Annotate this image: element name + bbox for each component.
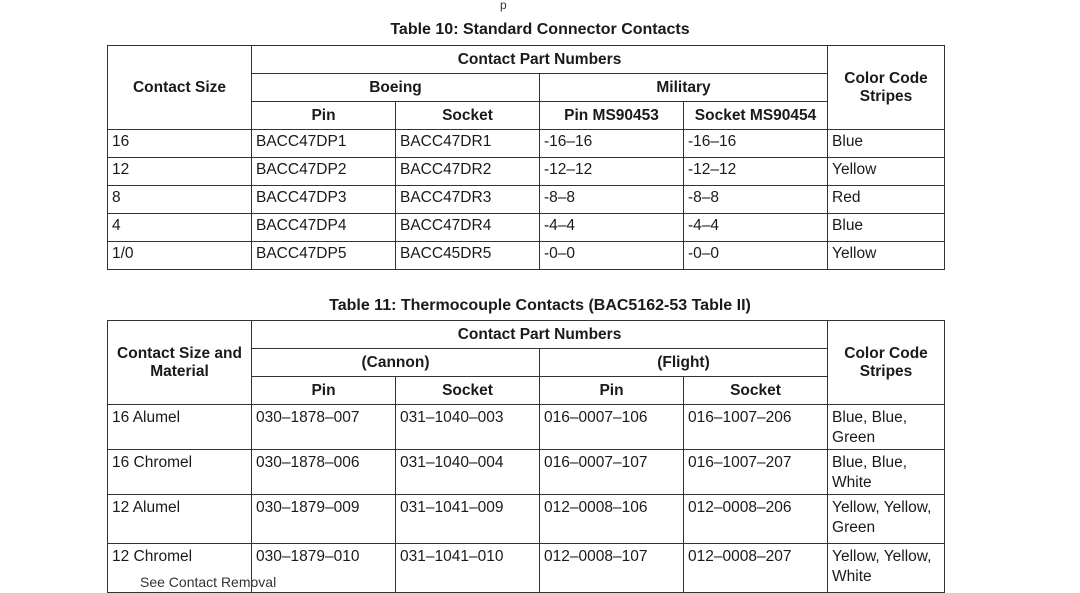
table-cell: -4–4 [540, 214, 684, 242]
table-cell: BACC47DP1 [252, 130, 396, 158]
table-cell: 012–0008–206 [684, 495, 828, 544]
table-cell: 016–1007–206 [684, 405, 828, 450]
table-cell: 12 Chromel [108, 544, 252, 593]
table-cell: Blue, Blue, White [828, 450, 945, 495]
table-cell: BACC47DR2 [396, 158, 540, 186]
table-row [108, 158, 945, 186]
table-cell: Blue, Blue, Green [828, 405, 945, 450]
table-cell: -0–0 [540, 242, 684, 270]
table-cell: 031–1041–009 [396, 495, 540, 544]
table-cell: 4 [108, 214, 252, 242]
header-boeing: Boeing [252, 74, 540, 102]
table-cell: 12 [108, 158, 252, 186]
table-cell: BACC45DR5 [396, 242, 540, 270]
table-cell: 016–0007–107 [540, 450, 684, 495]
table-cell: Yellow [828, 158, 945, 186]
table-cell: BACC47DP4 [252, 214, 396, 242]
table-cell: 1/0 [108, 242, 252, 270]
header-contact-size-and-material: Contact Size and Material [108, 321, 252, 405]
cropped-text-top: p [500, 0, 507, 12]
table-cell: 12 Alumel [108, 495, 252, 544]
table-cell: Yellow, Yellow, White [828, 544, 945, 593]
table-cell: BACC47DP5 [252, 242, 396, 270]
table-cell: 030–1878–006 [252, 450, 396, 495]
table-cell: 031–1040–003 [396, 405, 540, 450]
header-pin: Pin [540, 377, 684, 405]
table-10-caption: Table 10: Standard Connector Contacts [390, 21, 690, 38]
table-cell: Blue [828, 130, 945, 158]
table-cell: 016–0007–106 [540, 405, 684, 450]
header-cannon: (Cannon) [252, 349, 540, 377]
header-color-code-stripes: Color Code Stripes [828, 321, 945, 405]
table-cell: 031–1040–004 [396, 450, 540, 495]
table-cell: 030–1878–007 [252, 405, 396, 450]
header-socket: Socket [396, 377, 540, 405]
table-cell: 16 [108, 130, 252, 158]
table-cell: BACC47DR3 [396, 186, 540, 214]
table-cell: BACC47DP3 [252, 186, 396, 214]
header-contact-part-numbers: Contact Part Numbers [252, 46, 828, 74]
thermocouple-contacts-table [107, 320, 945, 593]
table-cell: 012–0008–107 [540, 544, 684, 593]
table-cell: 012–0008–207 [684, 544, 828, 593]
table-cell: -8–8 [540, 186, 684, 214]
header-contact-size: Contact Size [108, 46, 252, 130]
table-row [108, 214, 945, 242]
header-socket: Socket [684, 377, 828, 405]
header-military: Military [540, 74, 828, 102]
table-cell: 012–0008–106 [540, 495, 684, 544]
table-row [108, 242, 945, 270]
header-pin: Pin [252, 102, 396, 130]
table-cell: Yellow [828, 242, 945, 270]
table-row [108, 405, 945, 450]
header-pin: Pin [252, 377, 396, 405]
table-cell: 8 [108, 186, 252, 214]
table-cell: -4–4 [684, 214, 828, 242]
table-cell: -16–16 [684, 130, 828, 158]
table-row [108, 186, 945, 214]
table-cell: 030–1879–010 [252, 544, 396, 593]
header-color-code-stripes: Color Code Stripes [828, 46, 945, 130]
table-cell: 16 Alumel [108, 405, 252, 450]
header-contact-part-numbers: Contact Part Numbers [252, 321, 828, 349]
table-cell: Red [828, 186, 945, 214]
table-cell: BACC47DR1 [396, 130, 540, 158]
table-row [108, 130, 945, 158]
table-row [108, 450, 945, 495]
table-cell: 016–1007–207 [684, 450, 828, 495]
table-cell: -8–8 [684, 186, 828, 214]
table-row [108, 495, 945, 544]
cropped-text-bottom: See Contact Removal [140, 574, 277, 590]
table-cell: -12–12 [684, 158, 828, 186]
standard-connector-contacts-table [107, 45, 945, 270]
header-pin-ms90453: Pin MS90453 [540, 102, 684, 130]
table-cell: Yellow, Yellow, Green [828, 495, 945, 544]
table-cell: 16 Chromel [108, 450, 252, 495]
header-socket-ms90454: Socket MS90454 [684, 102, 828, 130]
header-flight: (Flight) [540, 349, 828, 377]
table-cell: 030–1879–009 [252, 495, 396, 544]
table-cell: Blue [828, 214, 945, 242]
header-socket: Socket [396, 102, 540, 130]
table-cell: BACC47DR4 [396, 214, 540, 242]
table-cell: -16–16 [540, 130, 684, 158]
table-11-caption: Table 11: Thermocouple Contacts (BAC5162-53 Table II) [329, 297, 751, 314]
table-cell: 031–1041–010 [396, 544, 540, 593]
table-cell: BACC47DP2 [252, 158, 396, 186]
table-cell: -0–0 [684, 242, 828, 270]
table-cell: -12–12 [540, 158, 684, 186]
